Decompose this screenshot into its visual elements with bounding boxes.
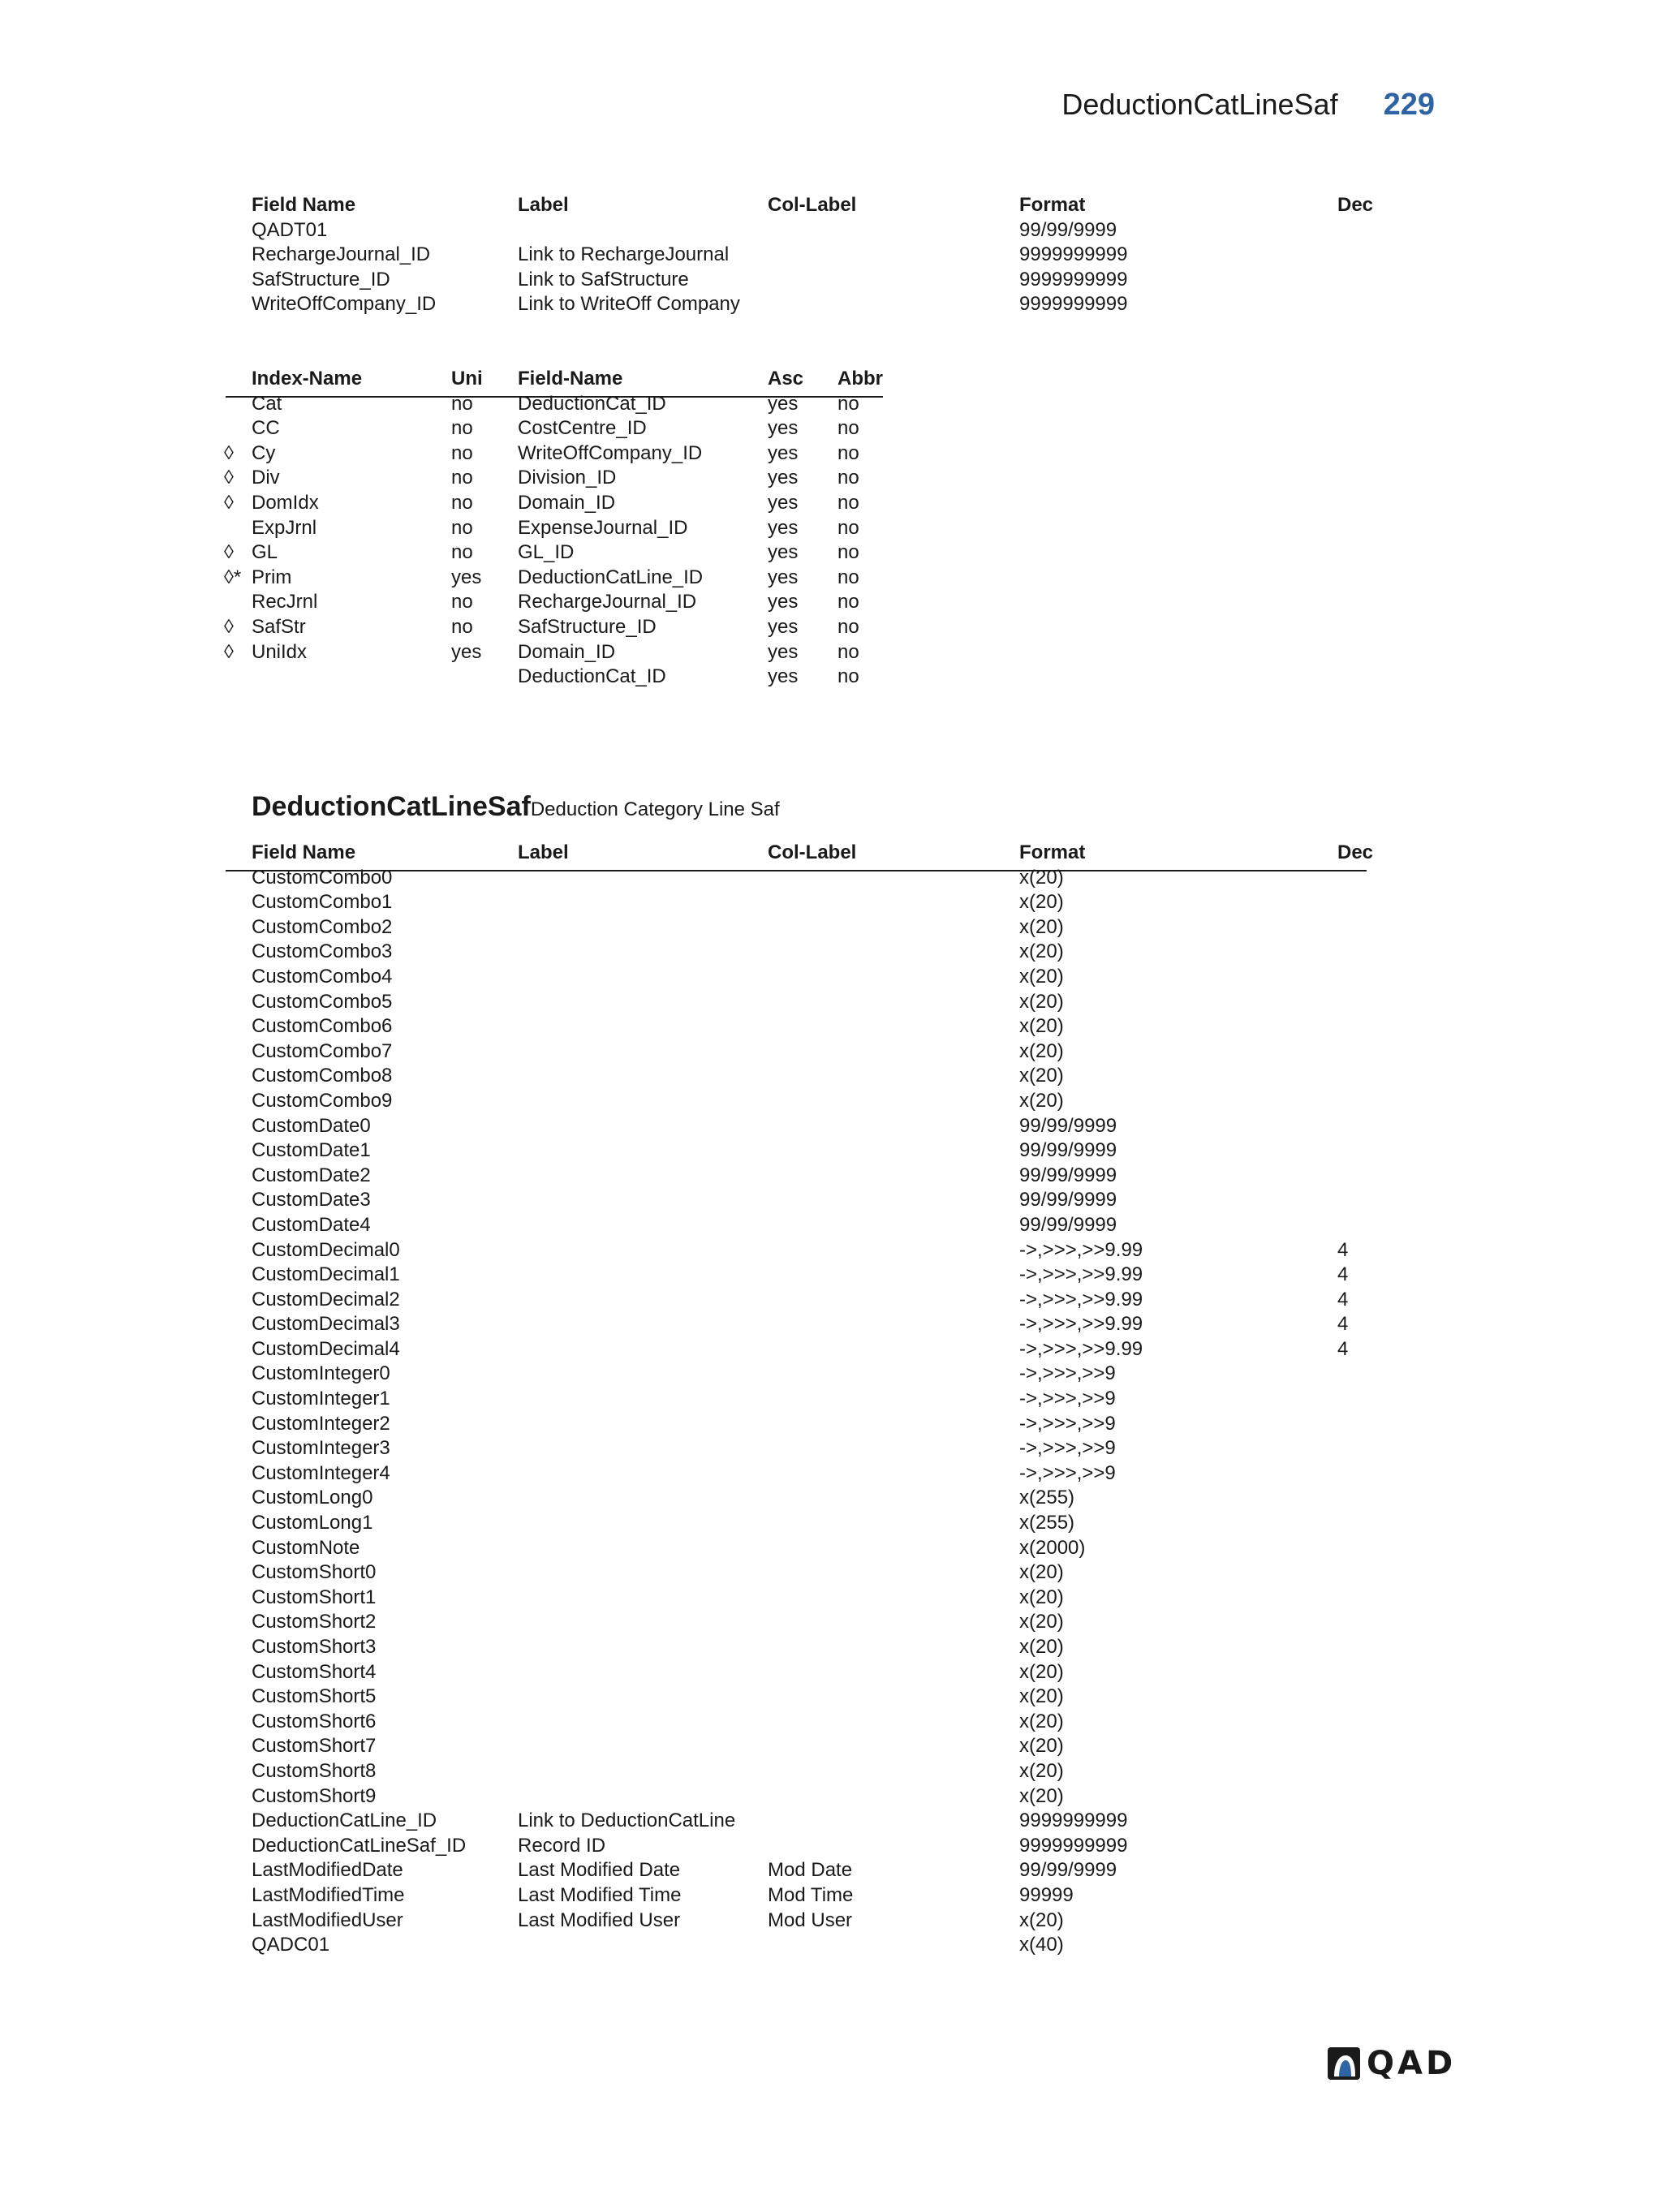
table-row <box>0 516 1662 541</box>
page-header <box>1061 88 1435 123</box>
table-cell: CustomInteger0 <box>252 1362 390 1385</box>
table-cell: no <box>451 392 473 415</box>
table-cell: x(20) <box>1019 1660 1064 1683</box>
table-row <box>0 416 1662 441</box>
table-cell: x(20) <box>1019 1065 1064 1087</box>
table-row <box>0 1909 1662 1934</box>
table-row <box>0 890 1662 915</box>
table-cell: RechargeJournal_ID <box>252 243 431 266</box>
table-row <box>0 292 1662 317</box>
table-cell: DomIdx <box>252 491 319 514</box>
table-cell: CustomDate4 <box>252 1213 371 1236</box>
top-fields-table <box>0 193 1662 317</box>
table-cell: 9999999999 <box>1019 1810 1128 1832</box>
table-cell: GL <box>252 541 278 564</box>
table-cell: CustomShort3 <box>252 1636 377 1658</box>
table-cell: CC <box>252 417 280 440</box>
table-cell: ExpJrnl <box>252 516 317 539</box>
table-row <box>0 1312 1662 1337</box>
table-cell: CustomCombo4 <box>252 965 393 988</box>
table-cell: 4 <box>1337 1238 1349 1261</box>
table-cell: DeductionCatLine_ID <box>252 1810 437 1832</box>
table-cell: DeductionCatLine_ID <box>518 566 704 588</box>
table-row <box>0 1461 1662 1487</box>
table-cell: SafStr <box>252 615 306 638</box>
table-cell: 9999999999 <box>1019 1834 1128 1857</box>
table-row <box>0 1089 1662 1114</box>
table-cell: RecJrnl <box>252 591 318 613</box>
table-cell: x(20) <box>1019 1089 1064 1112</box>
table-cell: x(20) <box>1019 1710 1064 1732</box>
table-cell: GL_ID <box>518 541 575 564</box>
table-cell: 99/99/9999 <box>1019 1859 1117 1882</box>
table-cell: Last Modified Time <box>518 1883 682 1906</box>
table-cell: CustomCombo6 <box>252 1015 393 1038</box>
table-cell: no <box>451 591 473 613</box>
column-header: Label <box>518 841 569 863</box>
table-cell: no <box>451 417 473 440</box>
table-cell: 4 <box>1337 1263 1349 1286</box>
table-cell: yes <box>768 491 799 514</box>
table-cell: CustomShort4 <box>252 1660 377 1683</box>
table-row <box>0 1511 1662 1536</box>
table-cell: Div <box>252 467 280 489</box>
table-cell: 99/99/9999 <box>1019 1213 1117 1236</box>
index-marker: ◊ <box>224 467 234 489</box>
table-cell: ExpenseJournal_ID <box>518 516 688 539</box>
table-cell: no <box>837 640 859 663</box>
table-cell: CustomCombo0 <box>252 866 393 889</box>
table-row <box>0 640 1662 665</box>
table-cell: Cat <box>252 392 282 415</box>
column-header: Field-Name <box>518 368 623 389</box>
table-cell: x(20) <box>1019 1685 1064 1708</box>
table-row <box>0 268 1662 293</box>
table-row <box>0 1263 1662 1288</box>
table-cell: CustomDecimal1 <box>252 1263 400 1286</box>
table-row <box>0 1784 1662 1810</box>
table-cell: no <box>837 491 859 514</box>
table-cell: x(20) <box>1019 891 1064 914</box>
table-cell: ->,>>>,>>9.99 <box>1019 1263 1143 1286</box>
column-header: Uni <box>451 368 483 389</box>
table-cell: x(20) <box>1019 915 1064 938</box>
table-row <box>0 1486 1662 1511</box>
table-cell: CustomNote <box>252 1536 360 1559</box>
table-row <box>0 466 1662 491</box>
index-table <box>0 367 1662 690</box>
table-row <box>0 540 1662 566</box>
table-row <box>0 243 1662 268</box>
index-header-rule <box>226 396 883 398</box>
table-cell: CustomShort9 <box>252 1784 377 1807</box>
table-cell: no <box>837 417 859 440</box>
table-row <box>0 1610 1662 1635</box>
table-cell: Record ID <box>518 1834 606 1857</box>
table-cell: CustomInteger1 <box>252 1388 390 1410</box>
table-row <box>0 1809 1662 1834</box>
table-row <box>0 441 1662 467</box>
table-row <box>0 1188 1662 1213</box>
fields-header-rule <box>226 870 1367 871</box>
table-cell: 4 <box>1337 1337 1349 1360</box>
table-cell: CustomCombo9 <box>252 1089 393 1112</box>
table-cell: CustomDate3 <box>252 1189 371 1211</box>
table-cell: no <box>451 467 473 489</box>
column-header: Format <box>1019 194 1086 216</box>
table-cell: yes <box>768 392 799 415</box>
table-cell: 99/99/9999 <box>1019 1189 1117 1211</box>
section-heading <box>252 791 780 823</box>
table-row <box>0 1387 1662 1412</box>
table-cell: yes <box>768 615 799 638</box>
table-cell: Link to RechargeJournal <box>518 243 730 266</box>
table-cell: CustomShort2 <box>252 1611 377 1633</box>
table-cell: 99/99/9999 <box>1019 1139 1117 1162</box>
table-cell: x(20) <box>1019 1561 1064 1584</box>
table-cell: x(20) <box>1019 1636 1064 1658</box>
table-row <box>0 1164 1662 1189</box>
table-cell: Link to SafStructure <box>518 268 689 290</box>
table-cell: CustomShort8 <box>252 1759 377 1782</box>
column-header: Abbr <box>837 368 883 389</box>
table-cell: CustomInteger4 <box>252 1461 390 1484</box>
column-header: Dec <box>1337 194 1374 216</box>
table-cell: x(255) <box>1019 1487 1075 1509</box>
table-cell: ->,>>>,>>9 <box>1019 1362 1116 1385</box>
table-cell: x(255) <box>1019 1512 1075 1534</box>
table-cell: no <box>451 491 473 514</box>
section-subtitle: Deduction Category Line Saf <box>530 798 780 820</box>
table-cell: CustomCombo8 <box>252 1065 393 1087</box>
table-cell: CustomDate0 <box>252 1114 371 1137</box>
table-cell: Mod Time <box>768 1883 854 1906</box>
table-cell: CustomDate1 <box>252 1139 371 1162</box>
table-row <box>0 1834 1662 1859</box>
table-cell: QADT01 <box>252 218 328 241</box>
table-cell: yes <box>768 640 799 663</box>
table-cell: Mod Date <box>768 1859 853 1882</box>
table-row <box>0 1114 1662 1139</box>
index-marker: ◊ <box>224 441 234 464</box>
table-row <box>0 1685 1662 1710</box>
table-row <box>0 1933 1662 1958</box>
table-row <box>0 990 1662 1015</box>
table-cell: ->,>>>,>>9 <box>1019 1437 1116 1460</box>
table-row <box>0 1536 1662 1561</box>
table-row <box>0 615 1662 640</box>
section-title: DeductionCatLineSaf <box>252 791 531 822</box>
column-header: Format <box>1019 841 1086 863</box>
table-row <box>0 1734 1662 1759</box>
table-cell: 99/99/9999 <box>1019 1164 1117 1186</box>
table-cell: yes <box>768 591 799 613</box>
table-cell: x(20) <box>1019 1015 1064 1038</box>
table-cell: ->,>>>,>>9 <box>1019 1412 1116 1435</box>
table-row <box>0 1014 1662 1039</box>
table-cell: yes <box>768 665 799 688</box>
qad-logo-text: QAD <box>1367 2045 1457 2082</box>
table-row <box>0 1064 1662 1089</box>
table-cell: DeductionCatLineSaf_ID <box>252 1834 467 1857</box>
table-cell: Mod User <box>768 1909 853 1931</box>
table-cell: x(20) <box>1019 940 1064 963</box>
table-row <box>0 1362 1662 1387</box>
table-cell: Division_ID <box>518 467 617 489</box>
table-cell: Link to WriteOff Company <box>518 293 740 316</box>
table-cell: yes <box>768 541 799 564</box>
table-cell: Link to DeductionCatLine <box>518 1810 736 1832</box>
table-row <box>0 665 1662 690</box>
index-marker: ◊ <box>224 491 234 514</box>
fields-table <box>0 841 1662 1958</box>
qad-logo <box>1328 2045 1456 2082</box>
column-header: Field Name <box>252 194 356 216</box>
table-row <box>0 1635 1662 1660</box>
table-row <box>0 1288 1662 1313</box>
table-row <box>0 590 1662 615</box>
table-cell: 4 <box>1337 1288 1349 1310</box>
table-cell: x(20) <box>1019 1039 1064 1062</box>
table-header-row <box>0 841 1662 866</box>
table-cell: no <box>837 467 859 489</box>
column-header: Label <box>518 194 569 216</box>
table-cell: CustomShort5 <box>252 1685 377 1708</box>
table-row <box>0 1560 1662 1586</box>
table-row <box>0 1586 1662 1611</box>
table-cell: DeductionCat_ID <box>518 392 666 415</box>
table-header-row <box>0 193 1662 218</box>
table-row <box>0 1858 1662 1883</box>
table-cell: CustomDate2 <box>252 1164 371 1186</box>
table-row <box>0 965 1662 990</box>
table-cell: x(20) <box>1019 1586 1064 1608</box>
table-cell: x(20) <box>1019 1759 1064 1782</box>
table-cell: LastModifiedTime <box>252 1883 405 1906</box>
table-cell: 9999999999 <box>1019 243 1128 266</box>
table-cell: ->,>>>,>>9 <box>1019 1388 1116 1410</box>
table-row <box>0 915 1662 940</box>
table-cell: x(20) <box>1019 1784 1064 1807</box>
table-cell: WriteOffCompany_ID <box>518 441 703 464</box>
table-cell: Prim <box>252 566 292 588</box>
table-cell: x(20) <box>1019 990 1064 1013</box>
table-cell: CustomInteger2 <box>252 1412 390 1435</box>
table-cell: CustomShort1 <box>252 1586 377 1608</box>
table-cell: ->,>>>,>>9.99 <box>1019 1313 1143 1336</box>
index-marker: ◊ <box>224 541 234 564</box>
table-cell: yes <box>451 640 482 663</box>
table-cell: CustomDecimal2 <box>252 1288 400 1310</box>
index-marker: ◊ <box>224 615 234 638</box>
table-cell: UniIdx <box>252 640 308 663</box>
table-cell: CustomShort7 <box>252 1735 377 1758</box>
column-header: Dec <box>1337 841 1374 863</box>
table-row <box>0 1412 1662 1437</box>
table-cell: SafStructure_ID <box>252 268 390 290</box>
table-cell: LastModifiedUser <box>252 1909 403 1931</box>
table-cell: ->,>>>,>>9.99 <box>1019 1288 1143 1310</box>
table-cell: CustomCombo2 <box>252 915 393 938</box>
table-cell: yes <box>768 516 799 539</box>
table-cell: no <box>837 665 859 688</box>
table-cell: yes <box>768 441 799 464</box>
table-row <box>0 1660 1662 1685</box>
table-cell: RechargeJournal_ID <box>518 591 697 613</box>
table-cell: yes <box>768 467 799 489</box>
table-cell: Cy <box>252 441 276 464</box>
table-cell: CustomShort0 <box>252 1561 377 1584</box>
table-cell: DeductionCat_ID <box>518 665 666 688</box>
table-cell: yes <box>768 417 799 440</box>
table-row <box>0 1436 1662 1461</box>
index-marker: ◊* <box>224 566 242 588</box>
table-row <box>0 1337 1662 1362</box>
table-cell: no <box>837 516 859 539</box>
column-header: Col-Label <box>768 841 857 863</box>
table-cell: ->,>>>,>>9.99 <box>1019 1337 1143 1360</box>
column-header: Asc <box>768 368 804 389</box>
table-cell: no <box>837 566 859 588</box>
table-cell: no <box>837 615 859 638</box>
table-cell: no <box>837 441 859 464</box>
table-cell: x(40) <box>1019 1934 1064 1956</box>
table-cell: Last Modified User <box>518 1909 681 1931</box>
table-cell: CustomLong0 <box>252 1487 373 1509</box>
table-cell: x(20) <box>1019 1909 1064 1931</box>
page-number: 229 <box>1383 88 1435 122</box>
table-cell: QADC01 <box>252 1934 330 1956</box>
table-cell: 99/99/9999 <box>1019 218 1117 241</box>
index-marker: ◊ <box>224 640 234 663</box>
table-cell: x(20) <box>1019 866 1064 889</box>
table-row <box>0 1138 1662 1164</box>
column-header: Field Name <box>252 841 356 863</box>
table-cell: x(20) <box>1019 1611 1064 1633</box>
table-cell: 9999999999 <box>1019 293 1128 316</box>
table-row <box>0 1039 1662 1065</box>
table-cell: CustomCombo3 <box>252 940 393 963</box>
table-row <box>0 940 1662 965</box>
table-row <box>0 218 1662 243</box>
table-cell: ->,>>>,>>9 <box>1019 1461 1116 1484</box>
table-cell: Domain_ID <box>518 640 616 663</box>
table-cell: Last Modified Date <box>518 1859 681 1882</box>
table-cell: no <box>837 392 859 415</box>
table-cell: no <box>451 541 473 564</box>
column-header: Col-Label <box>768 194 857 216</box>
table-cell: no <box>451 516 473 539</box>
table-cell: yes <box>451 566 482 588</box>
table-row <box>0 1883 1662 1909</box>
table-cell: CustomInteger3 <box>252 1437 390 1460</box>
table-cell: no <box>451 441 473 464</box>
table-cell: CostCentre_ID <box>518 417 647 440</box>
table-cell: x(20) <box>1019 1735 1064 1758</box>
table-cell: 99999 <box>1019 1883 1074 1906</box>
qad-logo-icon <box>1328 2047 1360 2080</box>
table-cell: Domain_ID <box>518 491 616 514</box>
table-cell: CustomDecimal0 <box>252 1238 400 1261</box>
table-cell: CustomCombo7 <box>252 1039 393 1062</box>
table-row <box>0 1238 1662 1263</box>
table-row <box>0 491 1662 516</box>
table-row <box>0 1213 1662 1238</box>
table-cell: CustomLong1 <box>252 1512 373 1534</box>
table-row <box>0 1759 1662 1784</box>
column-header: Index-Name <box>252 368 363 389</box>
table-cell: 99/99/9999 <box>1019 1114 1117 1137</box>
table-cell: CustomDecimal4 <box>252 1337 400 1360</box>
table-header-row <box>0 367 1662 392</box>
table-cell: SafStructure_ID <box>518 615 657 638</box>
table-cell: no <box>451 615 473 638</box>
table-cell: no <box>837 541 859 564</box>
table-cell: no <box>837 591 859 613</box>
table-row <box>0 1710 1662 1735</box>
table-cell: x(20) <box>1019 965 1064 988</box>
table-cell: 9999999999 <box>1019 268 1128 290</box>
table-cell: LastModifiedDate <box>252 1859 403 1882</box>
table-cell: ->,>>>,>>9.99 <box>1019 1238 1143 1261</box>
table-row <box>0 566 1662 591</box>
table-cell: CustomDecimal3 <box>252 1313 400 1336</box>
table-cell: CustomCombo1 <box>252 891 393 914</box>
table-cell: 4 <box>1337 1313 1349 1336</box>
page-header-title: DeductionCatLineSaf <box>1061 88 1338 121</box>
table-cell: x(2000) <box>1019 1536 1086 1559</box>
table-cell: CustomShort6 <box>252 1710 377 1732</box>
table-cell: CustomCombo5 <box>252 990 393 1013</box>
table-cell: WriteOffCompany_ID <box>252 293 437 316</box>
table-cell: yes <box>768 566 799 588</box>
